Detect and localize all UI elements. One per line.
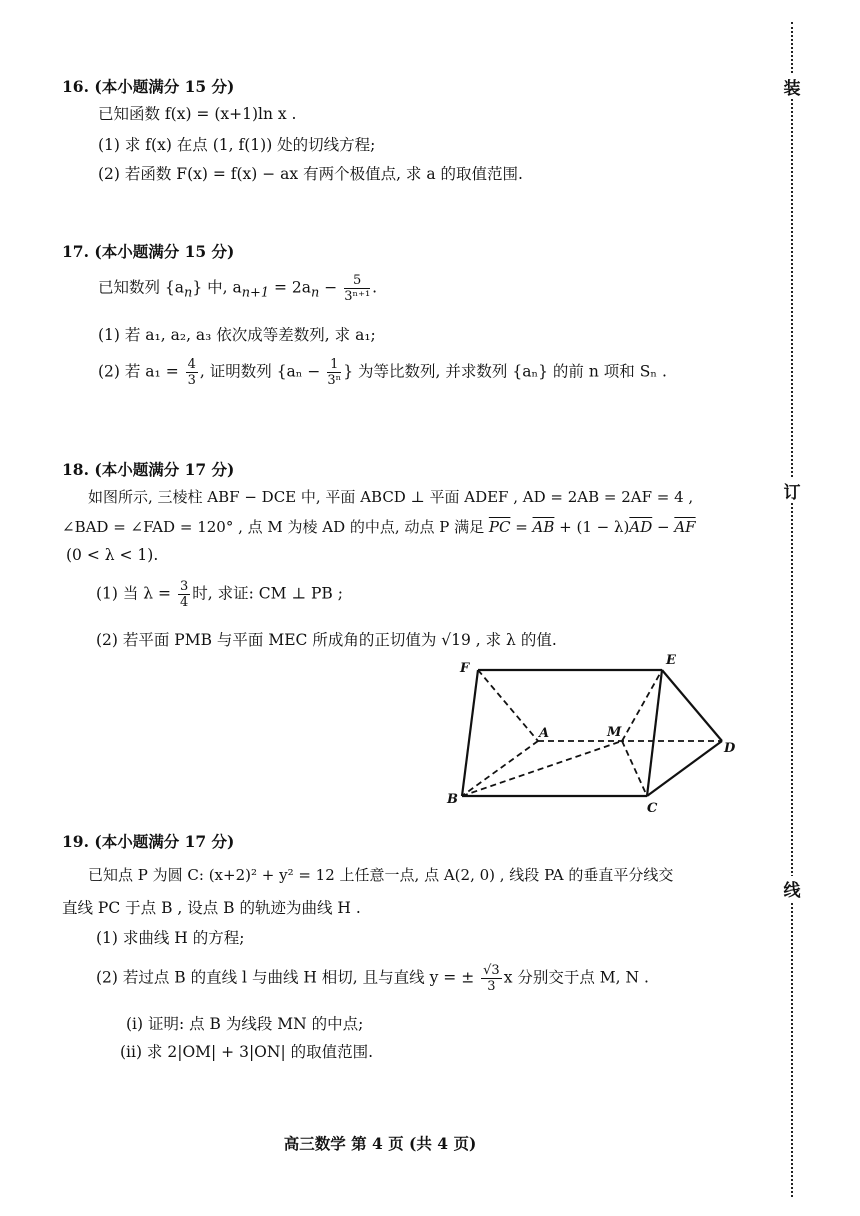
dashed-FA [478,670,538,741]
q19-part-ii: (ii) 求 2|OM| + 3|ON| 的取值范围. [120,1043,374,1061]
q19-part-i: (i) 证明: 点 B 为线段 MN 的中点; [126,1015,364,1033]
q19-p2-fraction: $\frac{√3}{3}$ [483,963,500,994]
q19-title: 19. (本小题满分 17 分) [62,832,235,851]
q18-part1: (1) 当 λ = $\frac{3}{4}$ 时, 求证: CM ⊥ PB ; [96,579,343,610]
edge-EC [647,670,662,796]
q16-title: 16. (本小题满分 15 分) [62,77,235,96]
q16-part1: (1) 求 f(x) 在点 (1, f(1)) 处的切线方程; [98,136,376,154]
q18-part2: (2) 若平面 PMB 与平面 MEC 所成角的正切值为 √19 , 求 λ 的值. [96,631,557,649]
label-A: A [539,726,550,741]
q18-stem-line3: (0 < λ < 1). [66,546,159,564]
q16-part2: (2) 若函数 F(x) = f(x) − ax 有两个极值点, 求 a 的取值范围. [98,165,523,183]
binding-char-xian: 线 [780,876,804,901]
q19-stem-line1: 已知点 P 为圆 C: (x+2)² + y² = 12 上任意一点, 点 A(2, 0) , 线段 PA 的垂直平分线交 [88,866,674,884]
q17-p2-fraction2: $\frac{1}{\text{3ⁿ}}$ [327,357,342,388]
q16-stem: 已知函数 f(x) = (x+1)ln x . [98,105,297,123]
q17-part1: (1) 若 a₁, a₂, a₃ 依次成等差数列, 求 a₁; [98,326,376,344]
label-E: E [666,653,676,668]
dashed-BM [462,741,622,796]
label-M: M [607,725,622,740]
binding-dotted-line [791,22,793,1197]
q17-stem-a: 已知数列 {a [98,278,185,297]
page-footer: 高三数学 第 4 页 (共 4 页) [283,1134,477,1153]
edge-ED [662,670,722,741]
q19-part1: (1) 求曲线 H 的方程; [96,929,245,947]
label-B: B [447,792,458,807]
edge-CD [647,741,722,796]
q17-title: 17. (本小题满分 15 分) [62,242,235,261]
q18-title: 18. (本小题满分 17 分) [62,460,235,479]
q17-stem-d: − [319,278,338,297]
dashed-AB [462,741,538,796]
q17-stem-b: } 中, a [192,278,242,297]
q17-stem-c: = 2a [269,278,312,297]
q18-stem-line2: ∠BAD = ∠FAD = 120° , 点 M 为棱 AD 的中点, 动点 P 满足 $\overline{PC} = \overline{AB} + (1 - \lambda)\overline{AD} - \overline{AF}$ [62,518,696,536]
q17-stem: 已知数列 $\{a_n\}$ 中, $a_{n+1} = 2a_n$ − $\frac{5}{\text{3ⁿ⁺¹}}$ . [98,273,378,304]
label-F: F [460,661,470,676]
prism-figure [440,650,740,820]
q17-stem-fraction: $\frac{5}{\text{3ⁿ⁺¹}}$ [344,273,371,304]
q18-p1-fraction: $\frac{3}{4}$ [180,579,189,610]
dashed-MC [622,741,647,796]
label-D: D [724,741,736,756]
edge-FB [462,670,478,796]
label-C: C [647,801,658,816]
binding-char-zhuang: 装 [780,74,804,99]
binding-char-ding: 订 [780,478,804,503]
q17-p2-fraction: $\frac{4}{3}$ [187,357,196,388]
q19-stem-line2: 直线 PC 于点 B , 设点 B 的轨迹为曲线 H . [62,899,361,917]
dashed-ME [622,670,662,741]
q18-stem-line1: 如图所示, 三棱柱 ABF − DCE 中, 平面 ABCD ⊥ 平面 ADEF , AD = 2AB = 2AF = 4 , [88,488,694,506]
q17-part2: (2) 若 a₁ = $\frac{4}{3}$ , 证明数列 {aₙ − $\frac{1}{\text{3ⁿ}}$ } 为等比数列, 并求数列 {aₙ} 的前 n 项和 Sₙ . [98,357,667,388]
q19-part2: (2) 若过点 B 的直线 l 与曲线 H 相切, 且与直线 y = ± $\frac{√3}{3}$ x 分别交于点 M, N . [96,963,649,994]
